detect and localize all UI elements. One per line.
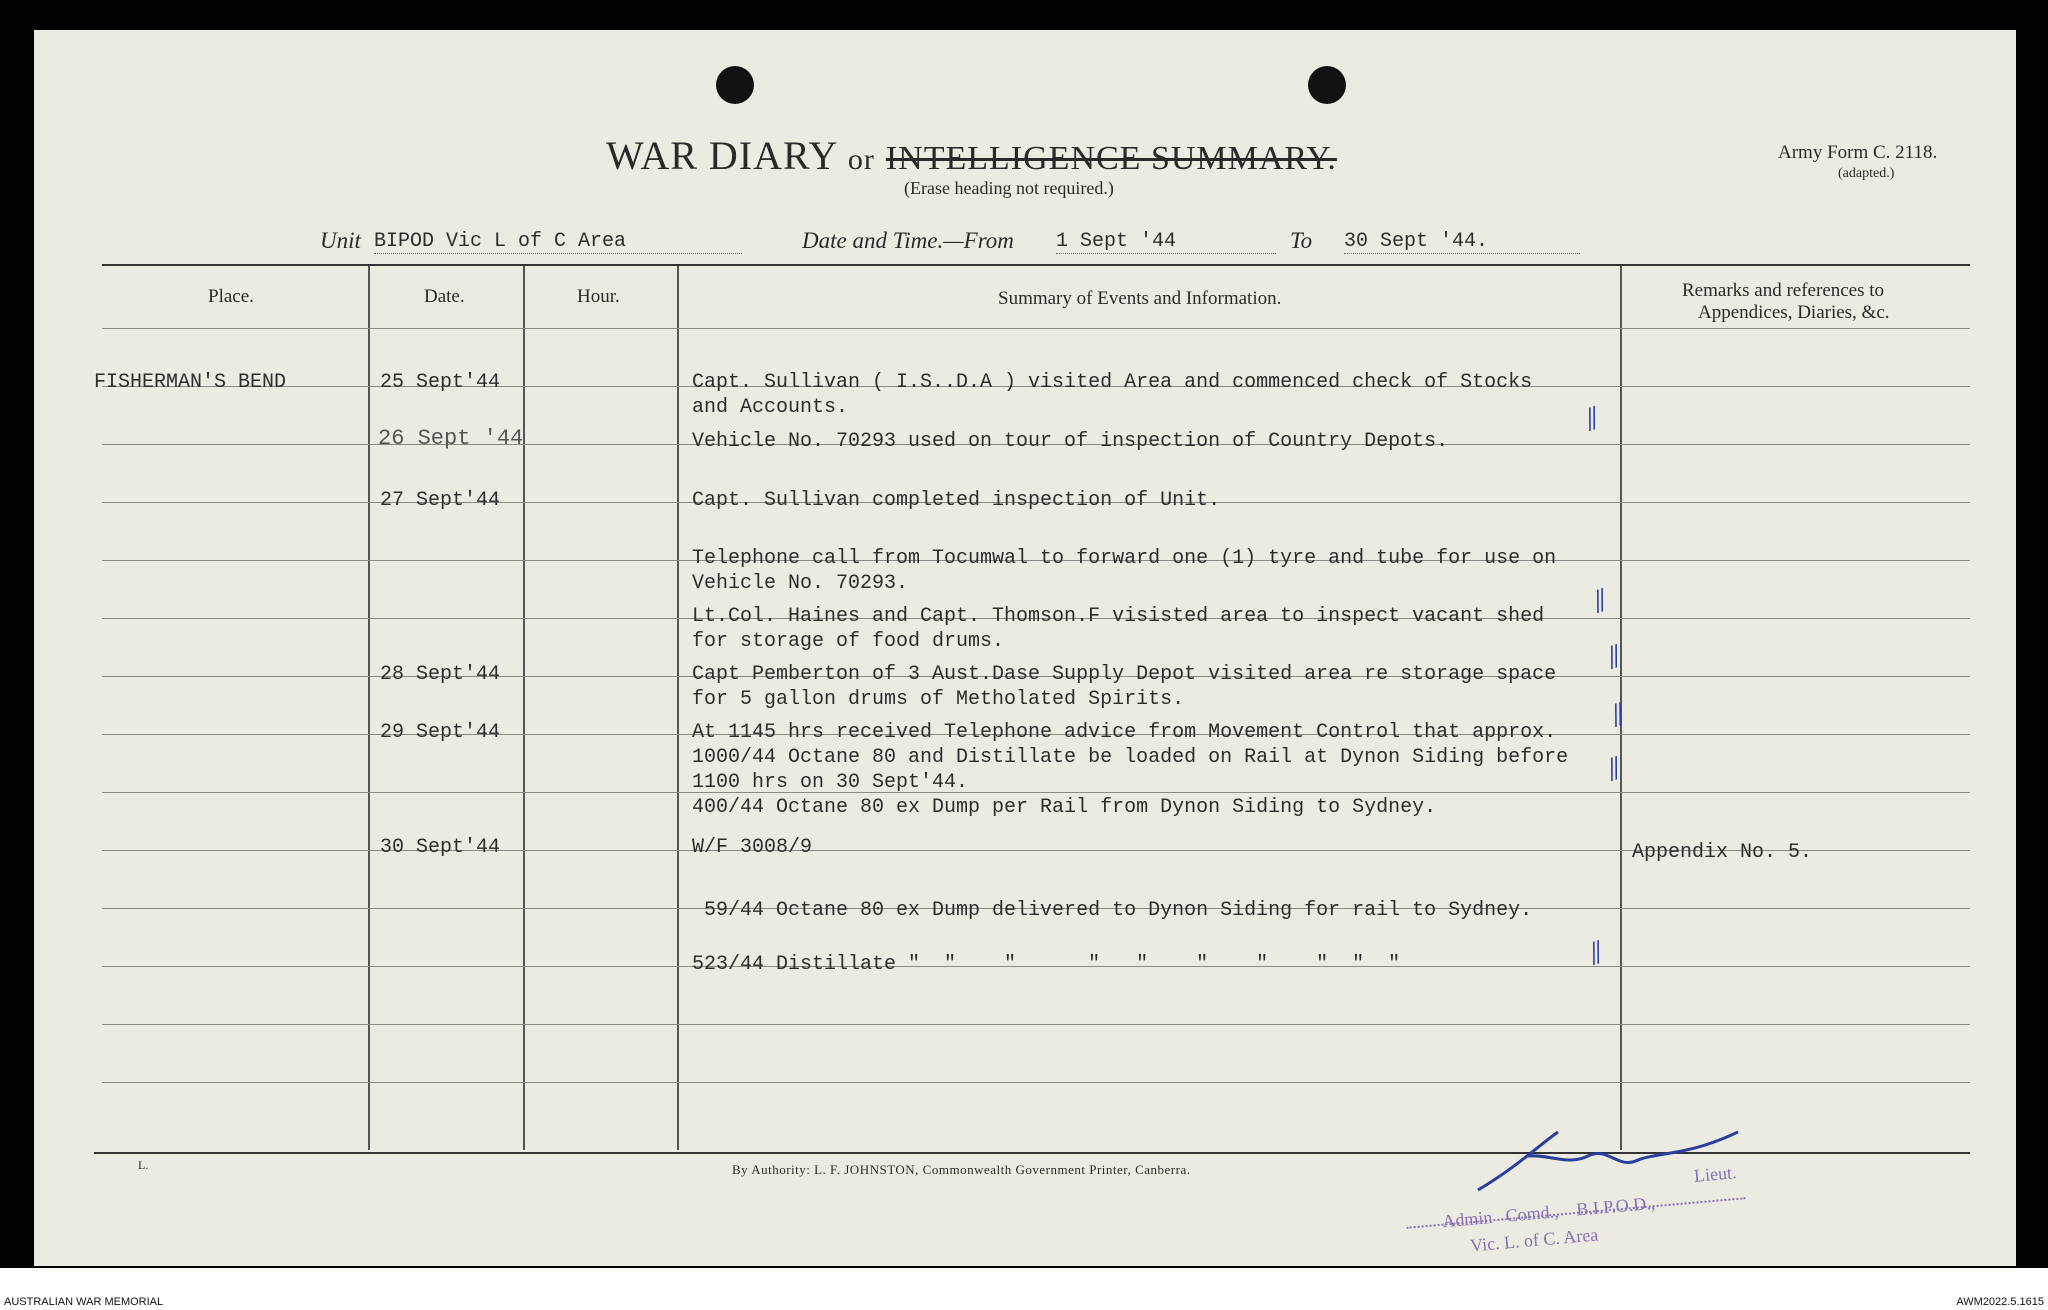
entry-line: for storage of food drums. (692, 630, 1005, 653)
table-top-rule (102, 264, 1970, 266)
entry-date: 28 Sept'44 (380, 663, 501, 686)
entry-line: 1000/44 Octane 80 and Distillate be loaded on Rail at Dynon Siding before (692, 746, 1569, 769)
collection-bar (0, 1268, 2048, 1310)
to-label: To (1290, 228, 1313, 253)
entry-line: Capt. Sullivan ( I.S..D.A ) visited Area and commenced check of Stocks (692, 371, 1533, 394)
check-mark-icon: ⫽ (1588, 582, 1613, 621)
header-remarks-line2: Appendices, Diaries, &c. (1698, 302, 1890, 323)
entry-line: Capt Pemberton of 3 Aust.Dase Supply Depot visited area re storage space (692, 663, 1557, 686)
header-remarks-line1: Remarks and references to (1682, 280, 1885, 301)
entry-line: Vehicle No. 70293 used on tour of inspection of Country Depots. (692, 430, 1449, 453)
army-form-adapted: (adapted.) (1838, 166, 1895, 181)
diary-sheet (34, 30, 2016, 1266)
footer-letter: L. (138, 1158, 149, 1172)
entry-line: and Accounts. (692, 396, 849, 419)
entry-date: 29 Sept'44 (380, 721, 501, 744)
army-form-number: Army Form C. 2118. (1778, 142, 1938, 163)
date-time-label: Date and Time.—From (802, 228, 1014, 253)
entry-date: 25 Sept'44 (380, 371, 501, 394)
collection-accession: AWM2022.5.1615 (1956, 1296, 2044, 1308)
date-from: 1 Sept '44 (1056, 230, 1276, 254)
ruled-line (102, 1024, 1970, 1025)
form-title (606, 132, 1337, 179)
entry-line: Capt. Sullivan completed inspection of Unit. (692, 489, 1221, 512)
header-summary: Summary of Events and Information. (998, 288, 1282, 309)
collection-name: AUSTRALIAN WAR MEMORIAL (4, 1296, 164, 1308)
entry-line: W/F 3008/9 (692, 836, 813, 859)
check-mark-icon: ⫽ (1580, 400, 1605, 439)
ruled-line (102, 792, 1970, 793)
date-to: 30 Sept '44. (1344, 230, 1580, 254)
stamp-lieut: Lieut. (1693, 1162, 1738, 1186)
entry-place: FISHERMAN'S BEND (94, 371, 287, 394)
entry-line: for 5 gallon drums of Metholated Spirits. (692, 688, 1185, 711)
remark-appendix: Appendix No. 5. (1632, 841, 1813, 864)
unit-value: BIPOD Vic L of C Area (374, 230, 742, 254)
unit-label: Unit (320, 228, 361, 253)
title-struck-heading: INTELLIGENCE SUMMARY. (885, 140, 1337, 177)
header-place: Place. (208, 286, 254, 307)
erase-note: (Erase heading not required.) (904, 178, 1114, 198)
entry-line: Lt.Col. Haines and Capt. Thomson.F visisted area to inspect vacant shed (692, 605, 1545, 628)
check-mark-icon: ⫽ (1584, 934, 1609, 973)
entry-date: 26 Sept '44 (378, 426, 524, 451)
ruled-line (102, 328, 1970, 329)
header-date: Date. (424, 286, 465, 307)
stamp-line1: Admin Comd., B.I.P.O.D., (1441, 1192, 1656, 1232)
title-war-diary: WAR DIARY (606, 133, 837, 178)
divider-date-hour (523, 266, 525, 1150)
entry-line: Telephone call from Tocumwal to forward one (1) tyre and tube for use on (692, 547, 1557, 570)
punch-hole-right (1308, 66, 1346, 104)
divider-hour-summary (677, 266, 679, 1150)
entry-date: 27 Sept'44 (380, 489, 501, 512)
entry-line: 1100 hrs on 30 Sept'44. (692, 771, 969, 794)
printer-authority: By Authority: L. F. JOHNSTON, Commonwealth Government Printer, Canberra. (732, 1162, 1191, 1177)
entry-line: 523/44 Distillate " " " " " " " " " " (692, 953, 1401, 976)
check-mark-icon: ⫽ (1602, 750, 1627, 789)
entry-line: At 1145 hrs received Telephone advice from Movement Control that approx. (692, 721, 1557, 744)
stamp-line2: Vic. L. of C. Area (1469, 1224, 1599, 1256)
ruled-line (102, 1082, 1970, 1083)
header-hour: Hour. (577, 286, 620, 307)
divider-place-date (368, 266, 370, 1150)
entry-line: 400/44 Octane 80 ex Dump per Rail from Dynon Siding to Sydney. (692, 796, 1437, 819)
check-mark-icon: ⫽ (1606, 696, 1631, 735)
entry-date: 30 Sept'44 (380, 836, 501, 859)
entry-line: 59/44 Octane 80 ex Dump delivered to Dynon Siding for rail to Sydney. (692, 899, 1533, 922)
title-or: or (847, 143, 875, 176)
entry-line: Vehicle No. 70293. (692, 572, 909, 595)
check-mark-icon: ⫽ (1602, 638, 1627, 677)
punch-hole-left (716, 66, 754, 104)
